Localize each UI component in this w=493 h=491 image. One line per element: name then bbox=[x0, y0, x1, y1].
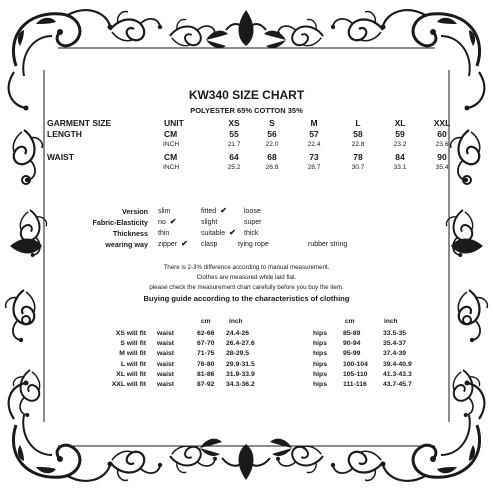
attribute-option: thin bbox=[158, 230, 170, 237]
guide-unit-cm: cm bbox=[201, 318, 211, 325]
material-subtitle: POLYESTER 65% COTTON 35% bbox=[190, 106, 303, 115]
guide-inch: 28-29.5 bbox=[226, 350, 250, 358]
guide-size-label: M will fit bbox=[119, 350, 146, 358]
table-cell: 90 bbox=[437, 152, 447, 162]
row-label: WAIST bbox=[47, 152, 74, 162]
row-unit: INCH bbox=[163, 164, 180, 171]
guide-measure: waist bbox=[157, 381, 174, 388]
row-unit: INCH bbox=[163, 141, 180, 148]
column-header-size: XL bbox=[394, 118, 406, 128]
guide-cm: 111-116 bbox=[343, 381, 367, 388]
attribute-label: wearing way bbox=[105, 240, 148, 249]
attribute-label: Fabric-Elasticity bbox=[92, 218, 148, 227]
guide-cm: 95-99 bbox=[343, 350, 361, 358]
table-cell: 57 bbox=[309, 129, 319, 139]
guide-measure: hips bbox=[313, 381, 327, 388]
guide-inch: 31.9-33.9 bbox=[226, 370, 255, 378]
table-cell: 21.7 bbox=[227, 141, 241, 148]
table-cell: 59 bbox=[395, 129, 405, 139]
table-cell: 68 bbox=[267, 152, 277, 162]
guide-cm: 62-66 bbox=[197, 330, 215, 337]
table-cell: 73 bbox=[309, 152, 319, 162]
guide-size-label: S will fit bbox=[120, 340, 146, 348]
table-cell: 22.0 bbox=[265, 141, 279, 148]
guide-inch: 24.4-26 bbox=[226, 330, 250, 337]
attribute-option: no ✔ bbox=[158, 217, 177, 226]
page-title: KW340 SIZE CHART bbox=[188, 88, 305, 102]
attribute-option: fitted ✔ bbox=[201, 206, 227, 215]
guide-cm: 85-89 bbox=[343, 330, 361, 337]
row-unit: CM bbox=[164, 129, 178, 139]
table-cell: 60 bbox=[437, 129, 447, 139]
row-unit: CM bbox=[164, 152, 178, 162]
table-cell: 55 bbox=[229, 129, 239, 139]
guide-inch: 35.4-37 bbox=[383, 340, 407, 348]
table-cell: 26.8 bbox=[265, 164, 279, 171]
column-header-size: XS bbox=[228, 118, 240, 128]
guide-inch: 39.4-40.9 bbox=[383, 360, 412, 368]
guide-cm: 76-80 bbox=[197, 360, 215, 368]
guide-size-label: L will fit bbox=[120, 360, 146, 368]
table-cell: 22.4 bbox=[307, 141, 321, 148]
buying-guide-title: Buying guide according to the characteristics of clothing bbox=[143, 294, 350, 303]
guide-measure: hips bbox=[313, 350, 327, 358]
table-cell: 64 bbox=[229, 152, 239, 162]
guide-measure: hips bbox=[313, 370, 327, 378]
table-cell: 35.4 bbox=[435, 164, 449, 171]
note-line: Clothes are measured while laid flat. bbox=[196, 274, 297, 281]
table-cell: 33.1 bbox=[393, 164, 407, 171]
note-line: There is 2-3% difference according to manual measurement. bbox=[163, 264, 330, 271]
attribute-option: super bbox=[244, 219, 262, 226]
guide-inch: 37.4-39 bbox=[383, 350, 407, 358]
guide-size-label: XL will fit bbox=[116, 370, 146, 378]
guide-cm: 67-70 bbox=[197, 340, 215, 348]
guide-cm: 105-110 bbox=[343, 370, 368, 378]
check-icon: ✔ bbox=[181, 239, 188, 248]
attribute-option: slim bbox=[158, 208, 171, 215]
row-label: LENGTH bbox=[47, 129, 82, 139]
guide-size-label: XS will fit bbox=[115, 330, 146, 337]
table-cell: 56 bbox=[267, 129, 277, 139]
guide-measure: waist bbox=[157, 340, 174, 348]
note-line: please check the measurement chart carefully before you buy the item. bbox=[149, 284, 344, 291]
guide-measure: waist bbox=[157, 360, 174, 368]
column-header-unit: UNIT bbox=[164, 118, 184, 128]
guide-inch: 29.9-31.5 bbox=[226, 360, 255, 368]
column-header-size: S bbox=[269, 118, 275, 128]
attribute-option: thick bbox=[244, 230, 259, 237]
table-cell: 28.7 bbox=[307, 164, 321, 171]
attribute-option: suitable ✔ bbox=[201, 228, 236, 237]
attribute-label: Version bbox=[122, 207, 148, 216]
guide-measure: waist bbox=[157, 330, 174, 337]
check-icon: ✔ bbox=[220, 206, 227, 215]
attribute-option: loose bbox=[244, 208, 261, 215]
table-cell: 25.2 bbox=[227, 164, 241, 171]
attribute-option: rubber string bbox=[308, 241, 348, 248]
guide-inch: 33.5-35 bbox=[383, 330, 407, 337]
guide-inch: 43.7-45.7 bbox=[383, 381, 412, 388]
guide-cm: 90-94 bbox=[343, 340, 361, 348]
guide-inch: 26.4-27.6 bbox=[226, 340, 255, 348]
guide-measure: waist bbox=[157, 350, 174, 358]
guide-unit-cm: cm bbox=[345, 318, 355, 325]
table-cell: 78 bbox=[353, 152, 363, 162]
guide-cm: 71-75 bbox=[197, 350, 215, 358]
check-icon: ✔ bbox=[229, 228, 236, 237]
attribute-option: zipper ✔ bbox=[158, 239, 188, 248]
guide-inch: 34.3-36.2 bbox=[226, 381, 255, 388]
guide-cm: 100-104 bbox=[343, 360, 368, 368]
table-cell: 84 bbox=[395, 152, 405, 162]
attribute-option: tying rope bbox=[238, 241, 269, 248]
guide-unit-inch: inch bbox=[229, 318, 243, 325]
column-header-size: L bbox=[355, 118, 361, 128]
table-cell: 23.6 bbox=[435, 141, 449, 148]
column-header-size: M bbox=[310, 118, 318, 128]
column-header-garment-size: GARMENT SIZE bbox=[47, 118, 112, 128]
attribute-option: slight bbox=[201, 219, 218, 226]
table-cell: 58 bbox=[353, 129, 363, 139]
guide-measure: hips bbox=[313, 330, 327, 337]
attribute-label: Thickness bbox=[112, 229, 148, 238]
table-cell: 22.8 bbox=[351, 141, 365, 148]
guide-cm: 87-92 bbox=[197, 381, 215, 388]
guide-inch: 41.3-43.3 bbox=[383, 370, 412, 378]
guide-size-label: XXL will fit bbox=[111, 381, 146, 388]
guide-cm: 81-86 bbox=[197, 370, 215, 378]
guide-measure: waist bbox=[157, 370, 174, 378]
table-cell: 23.2 bbox=[393, 141, 407, 148]
attribute-option: clasp bbox=[201, 241, 218, 248]
guide-unit-inch: inch bbox=[384, 318, 398, 325]
check-icon: ✔ bbox=[169, 217, 177, 226]
guide-measure: hips bbox=[313, 340, 327, 348]
guide-measure: hips bbox=[313, 360, 327, 368]
table-cell: 30.7 bbox=[351, 164, 365, 171]
column-header-size: XXL bbox=[433, 118, 451, 128]
